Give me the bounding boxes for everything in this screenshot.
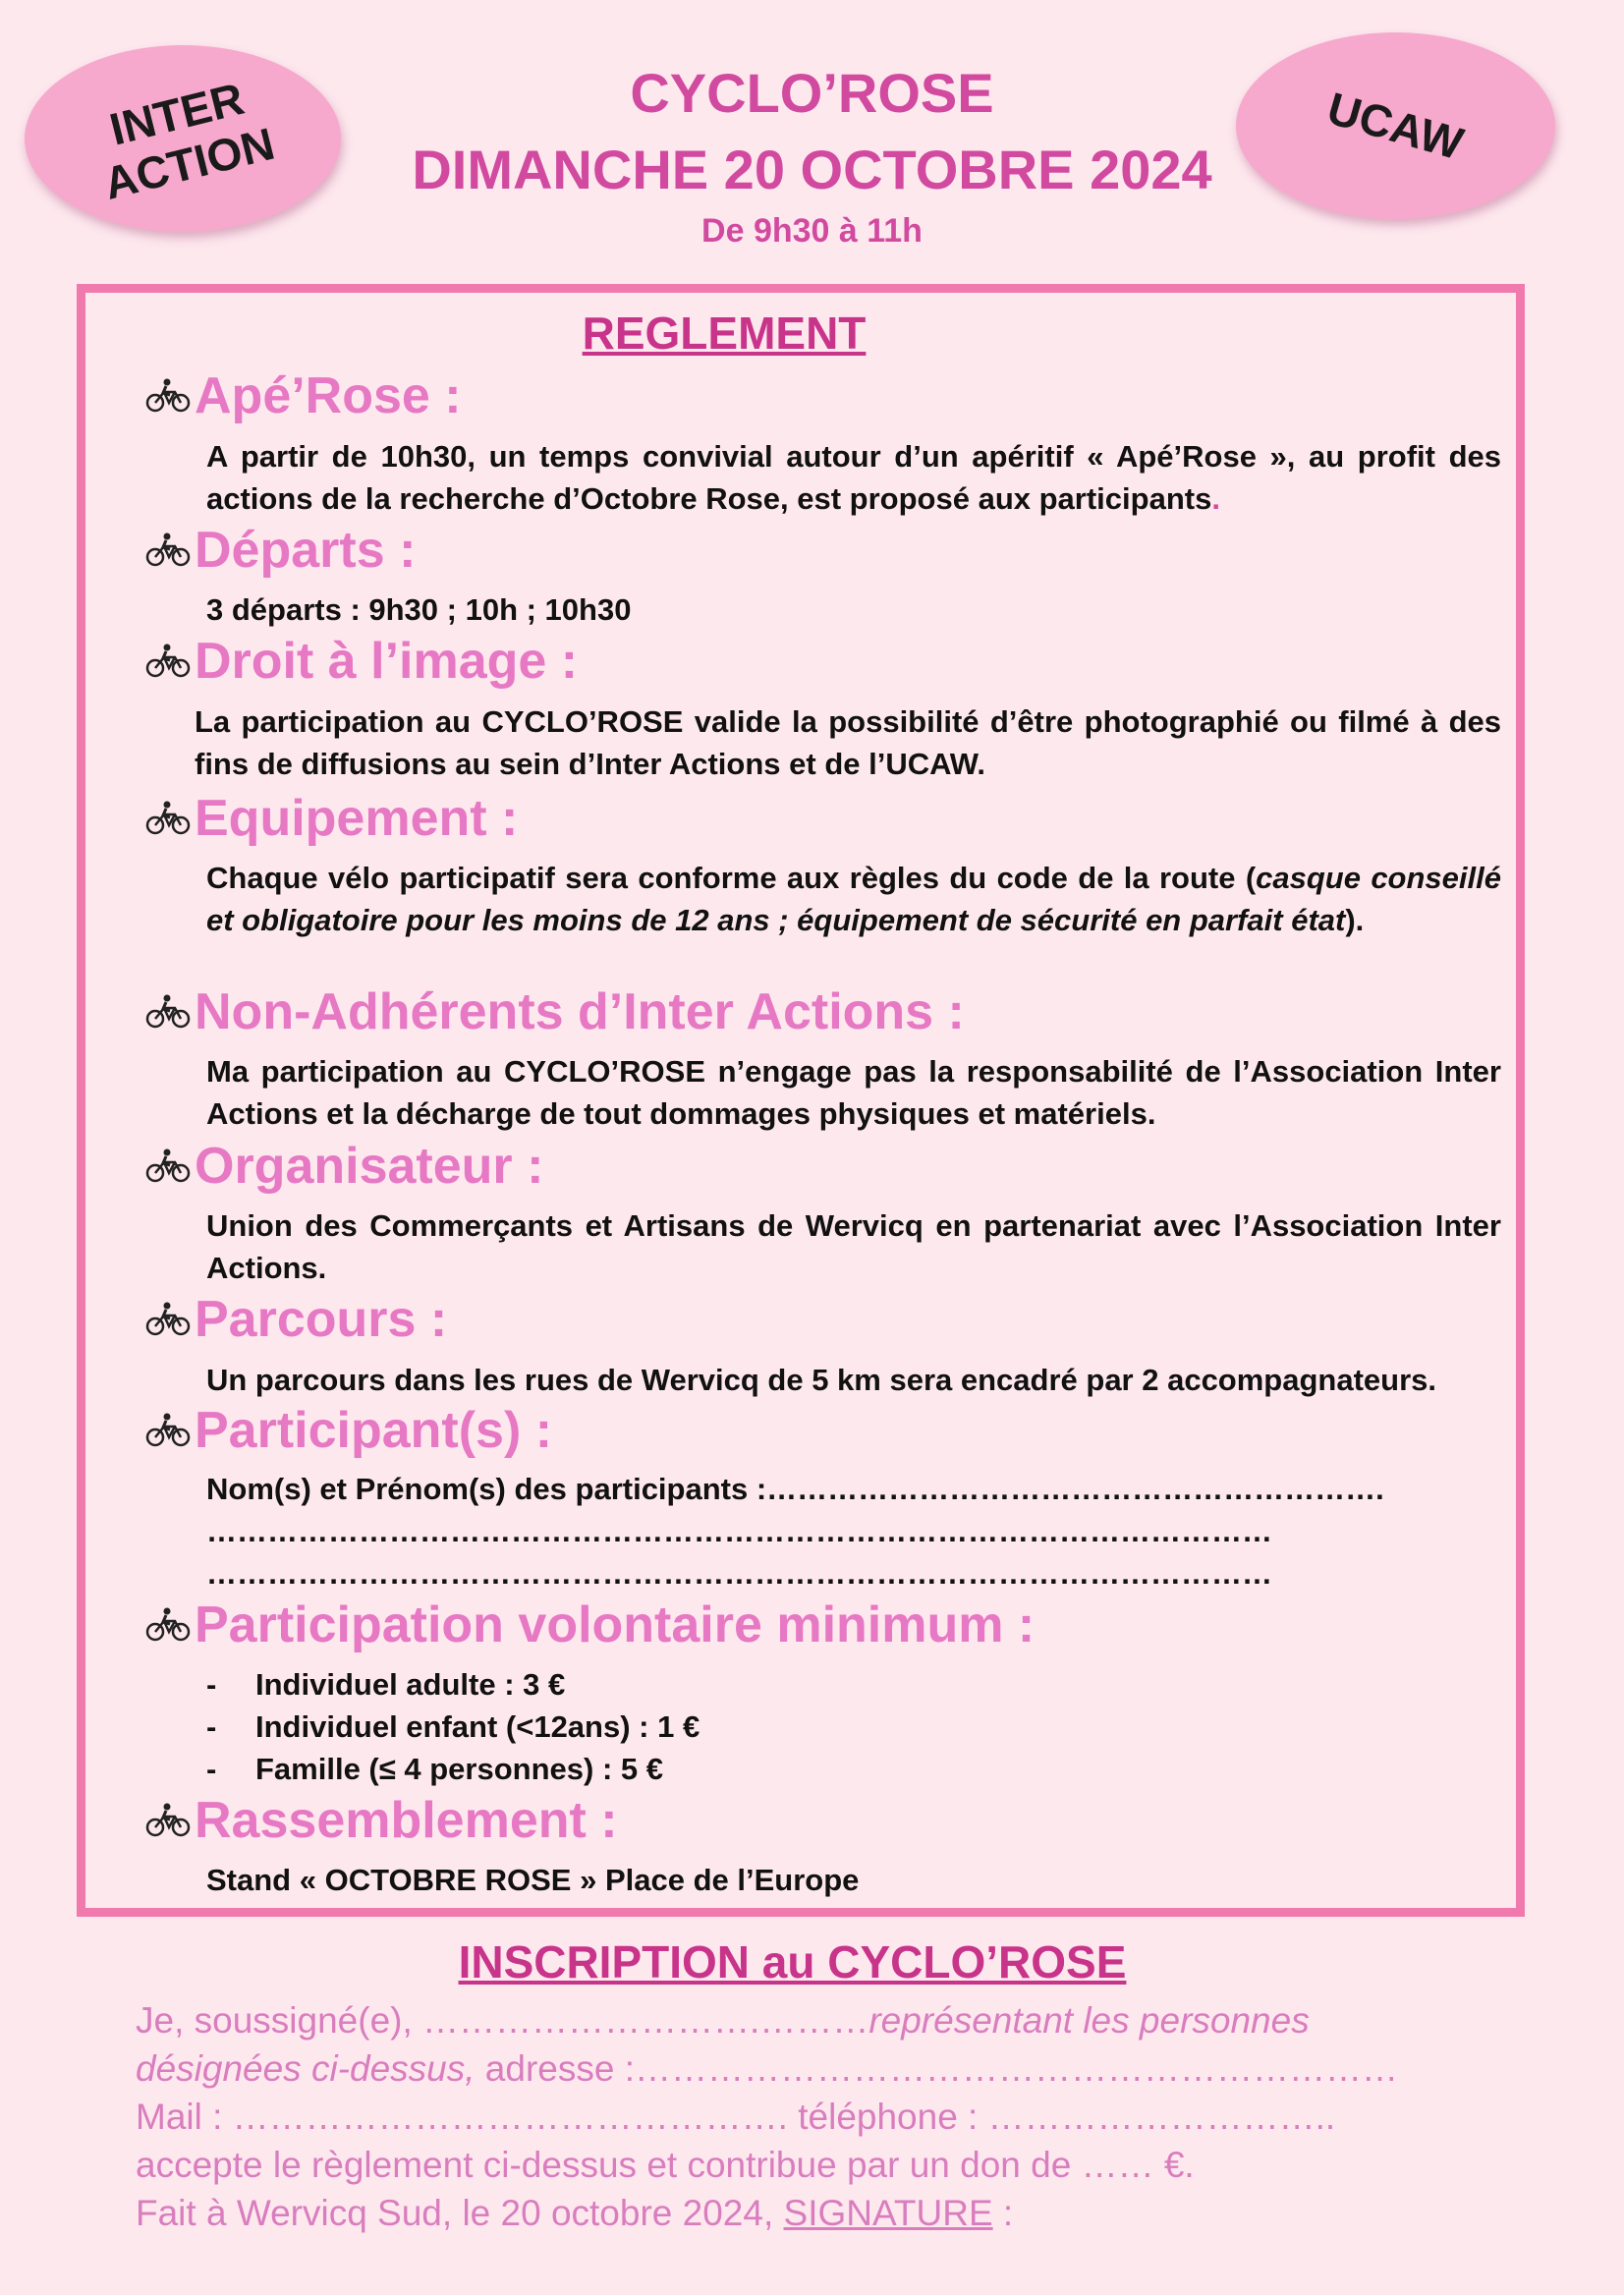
droit-image-title: Droit à l’image : (195, 633, 579, 690)
ucaw-badge-text: UCAW (1321, 82, 1470, 170)
participation-list (206, 1663, 700, 1790)
aperose-body: A partir de 10h30, un temps convivial autour d’un apéritif « Apé’Rose », au profit des actions de la recherche d’Octobre Rose, est proposé aux participants (206, 439, 1501, 516)
list-item: - Individuel adulte : 3 € (206, 1663, 700, 1706)
event-hours: De 9h30 à 11h (701, 212, 923, 250)
section-equipement (145, 789, 518, 848)
section-participation (145, 1595, 1035, 1654)
inscription-line-4[interactable]: accepte le règlement ci-dessus et contribue par un don de …… €. (136, 2145, 1195, 2185)
bicycle-rider-icon (145, 378, 191, 414)
inscription-l2-a: désignées ci-dessus, (136, 2048, 476, 2089)
inter-action-badge-text: INTER ACTION (98, 72, 280, 209)
section-droit-image (145, 632, 578, 691)
section-non-adherents (145, 982, 965, 1041)
list-item: - Individuel enfant (<12ans) : 1 € (206, 1706, 700, 1748)
aperose-title: Apé’Rose : (195, 367, 462, 424)
inscription-l1-b: représentant les personnes (868, 2000, 1310, 2041)
rassemblement-title: Rassemblement : (195, 1792, 618, 1849)
participation-item-family: Famille (≤ 4 personnes) : 5 € (255, 1752, 663, 1786)
inscription-line-3[interactable]: Mail : ………………………………………. téléphone : ……………………….. (136, 2097, 1336, 2137)
inscription-l2-b: adresse :……………………………………………………… (475, 2048, 1399, 2089)
section-departs (145, 521, 416, 580)
participants-name-line[interactable]: Nom(s) et Prénom(s) des participants :……………………………………………………. (206, 1472, 1384, 1506)
bicycle-rider-icon (145, 1302, 191, 1337)
parcours-text: Un parcours dans les rues de Wervicq de 5 km sera encadré par 2 accompagnateurs. (206, 1363, 1437, 1397)
list-item: - Famille (≤ 4 personnes) : 5 € (206, 1748, 700, 1790)
section-organisateur (145, 1137, 543, 1196)
participation-title: Participation volontaire minimum : (195, 1596, 1036, 1653)
section-participants (145, 1401, 552, 1460)
signature-label: SIGNATURE (783, 2193, 993, 2233)
equipement-text-a: Chaque vélo participatif sera conforme aux règles du code de la route ( (206, 861, 1257, 895)
non-adherents-text: Ma participation au CYCLO’ROSE n’engage pas la responsabilité de l’Association Inter Actions et la décharge de tout dommages physiques et matériels. (206, 1054, 1501, 1131)
section-rassemblement (145, 1791, 618, 1850)
droit-image-text: La participation au CYCLO’ROSE valide la possibilité d’être photographié ou filmé à des fins de diffusions au sein d’Inter Actions et de l’UCAW. (195, 704, 1501, 781)
aperose-end: . (1211, 481, 1220, 516)
non-adherents-title: Non-Adhérents d’Inter Actions : (195, 983, 965, 1040)
bicycle-rider-icon (145, 1607, 191, 1643)
event-date: DIMANCHE 20 OCTOBRE 2024 (412, 139, 1212, 200)
section-aperose (145, 366, 462, 425)
event-title: CYCLO’ROSE (630, 62, 994, 124)
departs-text: 3 départs : 9h30 ; 10h ; 10h30 (206, 592, 632, 627)
equipement-text-italic: casque conseillé et obligatoire pour les moins de 12 ans ; équipement de sécurité en parfait état (206, 861, 1501, 937)
equipement-title: Equipement : (195, 790, 519, 847)
inscription-l1-a: Je, soussigné(e), ……………………….……… (136, 2000, 869, 2041)
participation-item-adult: Individuel adulte : 3 € (255, 1667, 566, 1702)
inscription-l5-a: Fait à Wervicq Sud, le 20 octobre 2024, (136, 2193, 784, 2233)
departs-title: Départs : (195, 522, 417, 579)
equipement-text-b: ). (1345, 903, 1365, 937)
inscription-line-5[interactable] (136, 2193, 1013, 2234)
bicycle-rider-icon (145, 1413, 191, 1448)
inscription-l5-b: : (992, 2193, 1014, 2233)
bicycle-rider-icon (145, 1148, 191, 1184)
rules-heading: REGLEMENT (582, 308, 867, 359)
bicycle-rider-icon (145, 532, 191, 568)
organisateur-text: Union des Commerçants et Artisans de Wervicq en partenariat avec l’Association Inter Actions. (206, 1208, 1501, 1285)
equipement-text (206, 857, 1501, 941)
organisateur-title: Organisateur : (195, 1138, 544, 1195)
parcours-title: Parcours : (195, 1291, 448, 1348)
bicycle-rider-icon (145, 1803, 191, 1838)
participation-item-child: Individuel enfant (<12ans) : 1 € (255, 1709, 700, 1744)
inscription-heading: INSCRIPTION au CYCLO’ROSE (458, 1936, 1127, 1987)
bicycle-rider-icon (145, 644, 191, 679)
inscription-line-1[interactable] (136, 2000, 1310, 2042)
bicycle-rider-icon (145, 801, 191, 836)
participants-line-2[interactable]: …………………………………………………………………………………………… (206, 1514, 1272, 1548)
aperose-text (206, 435, 1501, 520)
section-parcours (145, 1290, 447, 1349)
participants-title: Participant(s) : (195, 1402, 553, 1459)
participants-line-3[interactable]: …………………………………………………………………………………………… (206, 1556, 1272, 1591)
bicycle-rider-icon (145, 994, 191, 1030)
inscription-line-2[interactable] (136, 2048, 1398, 2090)
rassemblement-text: Stand « OCTOBRE ROSE » Place de l’Europe (206, 1863, 860, 1897)
